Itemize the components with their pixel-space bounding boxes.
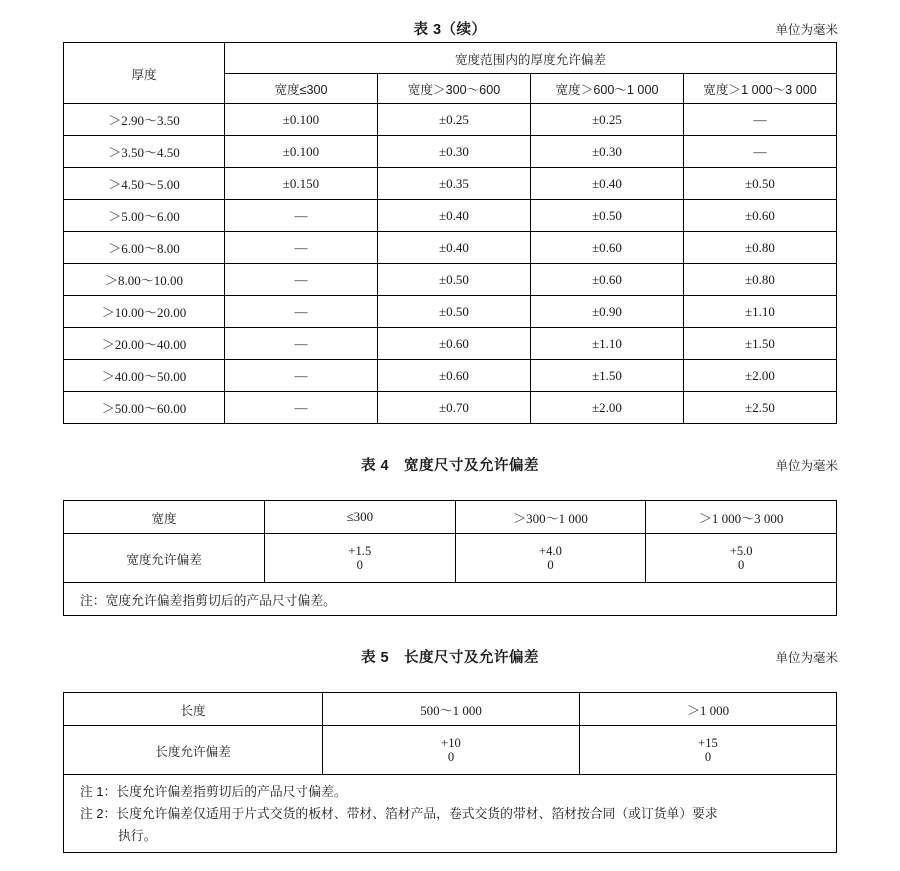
cell-value: ±0.80 xyxy=(684,264,837,296)
cell-thickness: ＞2.90～3.50 xyxy=(64,104,225,136)
cell-value: ±2.00 xyxy=(684,360,837,392)
spacer xyxy=(0,670,900,692)
table3-title-row xyxy=(0,18,900,42)
cell-value: ±0.50 xyxy=(531,200,684,232)
cell-value: ±1.10 xyxy=(684,296,837,328)
cell-width-range: ＞1 000～3 000 xyxy=(646,501,837,534)
tolerance-upper: +5.0 xyxy=(729,543,753,558)
cell-value: ±0.40 xyxy=(378,200,531,232)
cell-value: — xyxy=(225,392,378,424)
table-row xyxy=(64,693,837,726)
table-row xyxy=(64,136,837,168)
cell-tolerance xyxy=(265,534,456,583)
tolerance-upper: +4.0 xyxy=(539,543,562,558)
cell-value: ±0.60 xyxy=(531,264,684,296)
table-3-thickness-tolerance xyxy=(63,42,837,424)
cell-thickness: ＞5.00～6.00 xyxy=(64,200,225,232)
cell-value: ±0.100 xyxy=(225,136,378,168)
table-row xyxy=(64,501,837,534)
cell-value: ±0.25 xyxy=(378,104,531,136)
cell-width-range: ≤300 xyxy=(265,501,456,534)
tolerance-lower: 0 xyxy=(738,558,745,572)
cell-value: — xyxy=(684,136,837,168)
cell-value: ±1.50 xyxy=(531,360,684,392)
header-width-le-300: 宽度≤300 xyxy=(225,74,378,104)
row-label-width: 宽度 xyxy=(64,501,265,534)
cell-value: — xyxy=(225,232,378,264)
table-row xyxy=(64,264,837,296)
cell-width-range: ＞300～1 000 xyxy=(455,501,646,534)
table-header-row xyxy=(64,43,837,74)
cell-value: ±1.10 xyxy=(531,328,684,360)
cell-value: ±0.50 xyxy=(684,168,837,200)
table5-note-1: 注 1：长度允许偏差指剪切后的产品尺寸偏差。 xyxy=(80,784,347,799)
table5-note-2: 注 2：长度允许偏差仅适用于片式交货的板材、带材、箔材产品，卷式交货的带材、箔材按合同（或订货单）要求 xyxy=(80,805,718,821)
header-thickness: 厚度 xyxy=(64,43,225,104)
header-width-600-1000: 宽度＞600～1 000 xyxy=(531,74,684,104)
table5-title: 表 5 长度尺寸及允许偏差 xyxy=(360,650,540,666)
cell-thickness: ＞4.50～5.00 xyxy=(64,168,225,200)
cell-thickness: ＞8.00～10.00 xyxy=(64,264,225,296)
cell-thickness: ＞20.00～40.00 xyxy=(64,328,225,360)
table-row xyxy=(64,104,837,136)
cell-value: ±1.50 xyxy=(684,328,837,360)
cell-value: — xyxy=(225,328,378,360)
cell-value: ±0.60 xyxy=(378,328,531,360)
cell-value: ±0.60 xyxy=(378,360,531,392)
cell-tolerance xyxy=(455,534,646,583)
tolerance-lower: 0 xyxy=(704,750,712,764)
header-width-300-600: 宽度＞300～600 xyxy=(378,74,531,104)
cell-value: ±0.35 xyxy=(378,168,531,200)
tolerance-stack xyxy=(348,544,371,573)
cell-thickness: ＞6.00～8.00 xyxy=(64,232,225,264)
table-row xyxy=(64,360,837,392)
table5-note-2-continued: 执行。 xyxy=(118,827,157,843)
tolerance-stack xyxy=(698,736,718,765)
table4-unit-note: 单位为毫米 xyxy=(775,459,838,473)
tolerance-lower: 0 xyxy=(547,558,554,572)
table-row xyxy=(64,392,837,424)
cell-value: ±2.50 xyxy=(684,392,837,424)
cell-value: ±0.30 xyxy=(531,136,684,168)
cell-thickness: ＞10.00～20.00 xyxy=(64,296,225,328)
header-span-title: 宽度范围内的厚度允许偏差 xyxy=(225,43,837,74)
table4-title-row xyxy=(0,454,900,478)
top-spacer xyxy=(0,0,900,18)
table5-notes xyxy=(64,775,837,853)
table5-title-row xyxy=(0,646,900,670)
table3-unit-note: 单位为毫米 xyxy=(775,23,838,37)
tolerance-upper: +1.5 xyxy=(348,543,372,558)
table-note-row xyxy=(64,775,837,853)
cell-value: — xyxy=(684,104,837,136)
cell-thickness: ＞3.50～4.50 xyxy=(64,136,225,168)
cell-tolerance xyxy=(323,726,580,775)
cell-value: ±0.50 xyxy=(378,264,531,296)
table-row xyxy=(64,232,837,264)
tolerance-lower: 0 xyxy=(447,750,455,764)
table-5-length-tolerance xyxy=(63,692,837,853)
spacer xyxy=(0,616,900,646)
row-label-length: 长度 xyxy=(64,693,323,726)
table-row xyxy=(64,534,837,583)
cell-length-range: 500～1 000 xyxy=(323,693,580,726)
row-label-length-tolerance: 长度允许偏差 xyxy=(64,726,323,775)
spacer xyxy=(0,424,900,454)
cell-value: — xyxy=(225,200,378,232)
cell-value: ±0.40 xyxy=(378,232,531,264)
note-group xyxy=(80,781,822,846)
table-row xyxy=(64,200,837,232)
tolerance-stack xyxy=(539,544,562,573)
cell-value: ±0.60 xyxy=(531,232,684,264)
cell-value: — xyxy=(225,264,378,296)
table-row xyxy=(64,296,837,328)
tolerance-stack xyxy=(730,544,753,573)
cell-value: ±0.40 xyxy=(531,168,684,200)
cell-value: ±0.30 xyxy=(378,136,531,168)
table4-title: 表 4 宽度尺寸及允许偏差 xyxy=(360,458,540,474)
cell-value: ±2.00 xyxy=(531,392,684,424)
cell-value: ±0.100 xyxy=(225,104,378,136)
table3-title: 表 3（续） xyxy=(413,22,487,38)
tolerance-upper: +10 xyxy=(441,735,461,750)
cell-value: — xyxy=(225,296,378,328)
table-4-width-tolerance xyxy=(63,500,837,616)
cell-value: ±0.80 xyxy=(684,232,837,264)
cell-length-range: ＞1 000 xyxy=(580,693,837,726)
cell-thickness: ＞40.00～50.00 xyxy=(64,360,225,392)
table-row xyxy=(64,328,837,360)
row-label-width-tolerance: 宽度允许偏差 xyxy=(64,534,265,583)
tolerance-lower: 0 xyxy=(356,558,363,572)
header-width-1000-3000: 宽度＞1 000～3 000 xyxy=(684,74,837,104)
table5-unit-note: 单位为毫米 xyxy=(775,651,838,665)
cell-value: ±0.150 xyxy=(225,168,378,200)
cell-value: ±0.60 xyxy=(684,200,837,232)
cell-value: ±0.70 xyxy=(378,392,531,424)
cell-value: ±0.50 xyxy=(378,296,531,328)
cell-value: ±0.90 xyxy=(531,296,684,328)
table-row xyxy=(64,168,837,200)
cell-tolerance xyxy=(646,534,837,583)
spacer xyxy=(0,478,900,500)
cell-value: — xyxy=(225,360,378,392)
cell-value: ±0.25 xyxy=(531,104,684,136)
cell-thickness: ＞50.00～60.00 xyxy=(64,392,225,424)
table-row xyxy=(64,726,837,775)
cell-tolerance xyxy=(580,726,837,775)
table-note-row xyxy=(64,583,837,616)
tolerance-stack xyxy=(441,736,461,765)
table4-note: 注：宽度允许偏差指剪切后的产品尺寸偏差。 xyxy=(64,583,837,616)
tolerance-upper: +15 xyxy=(698,735,718,750)
